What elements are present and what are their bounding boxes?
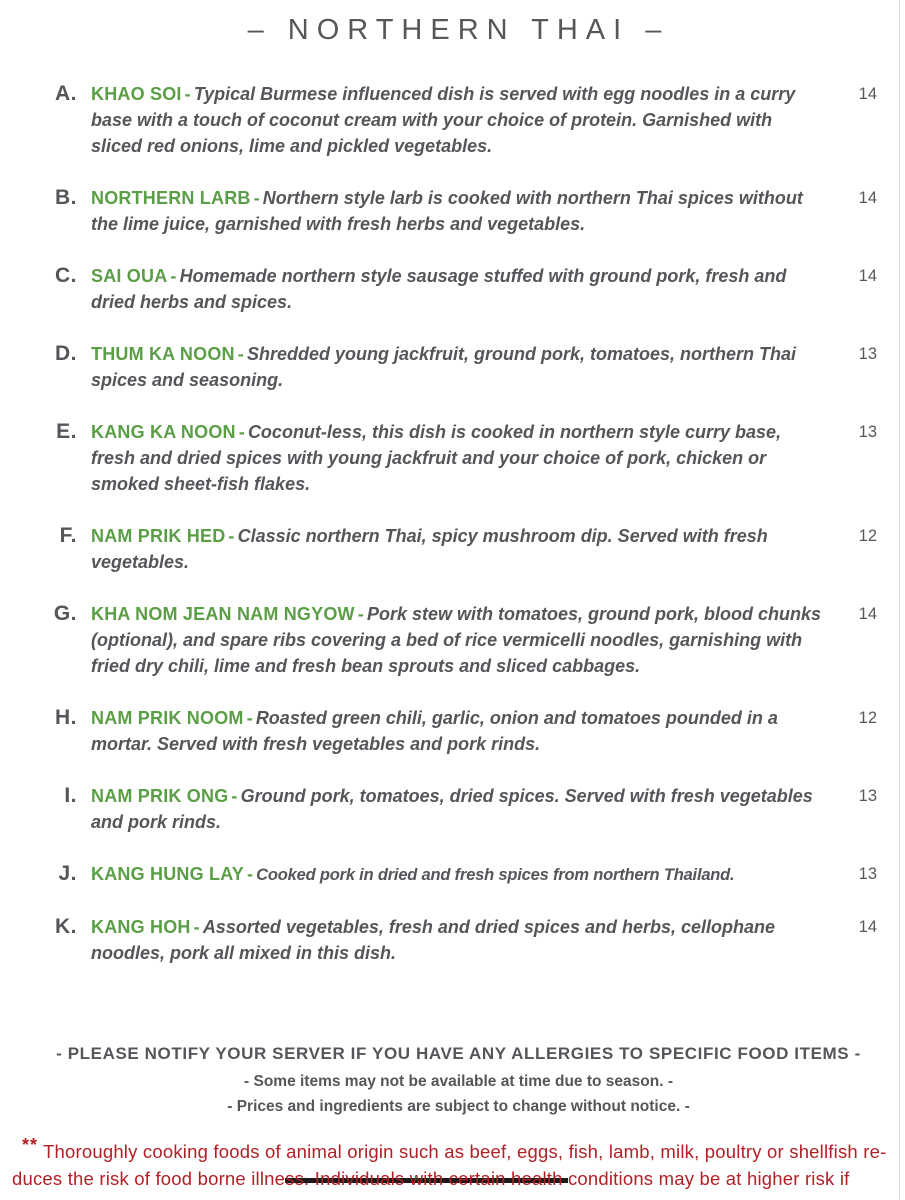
item-letter: H. (55, 706, 77, 729)
item-letter: B. (55, 186, 77, 209)
item-price: 14 (858, 189, 877, 207)
item-text (91, 419, 825, 497)
price-change-notice: - Prices and ingredients are subject to change without notice. - (227, 1098, 690, 1115)
item-name: KANG KA NOON (91, 422, 236, 442)
item-text (91, 601, 825, 679)
menu-item (40, 914, 877, 966)
item-text (91, 185, 825, 237)
menu-item (40, 601, 877, 679)
item-description: Homemade northern style sausage stuffed with ground pork, fresh and dried herbs and spices. (91, 266, 787, 312)
item-name: KANG HOH (91, 917, 191, 937)
menu-item (40, 419, 877, 497)
item-separator: - (246, 708, 253, 728)
page-edge-line (899, 0, 900, 1200)
item-description: Shredded young jackfruit, ground pork, tomatoes, northern Thai spices and seasoning. (91, 344, 796, 390)
item-letter: J. (58, 862, 77, 885)
item-price: 12 (858, 709, 877, 727)
item-letter: E. (56, 420, 77, 443)
item-description: Classic northern Thai, spicy mushroom dip. Served with fresh vegetables. (91, 526, 768, 572)
menu-item (40, 185, 877, 237)
disclaimer-line-1 (12, 1135, 887, 1162)
item-text (91, 783, 825, 835)
item-separator: - (184, 84, 191, 104)
food-safety-disclaimer (12, 1132, 895, 1192)
item-letter: I. (64, 784, 77, 807)
item-separator: - (246, 864, 254, 884)
item-text (91, 705, 825, 757)
item-description: Ground pork, tomatoes, dried spices. Served with fresh vegetables and pork rinds. (91, 786, 813, 832)
item-separator: - (170, 266, 177, 286)
menu-item (40, 705, 877, 757)
item-text (91, 914, 825, 966)
item-letter: A. (55, 82, 77, 105)
item-name: NAM PRIK HED (91, 526, 226, 546)
item-price: 13 (858, 345, 877, 363)
item-separator: - (237, 344, 244, 364)
menu-item (40, 341, 877, 393)
item-letter: F. (59, 524, 77, 547)
item-letter: C. (55, 264, 77, 287)
item-price: 14 (858, 918, 877, 936)
item-description: Northern style larb is cooked with northern Thai spices without the lime juice, garnished with fresh herbs and vegetables. (91, 188, 803, 234)
item-description: Cooked pork in dried and fresh spices from northern Thailand. (256, 866, 735, 884)
disclaimer-text-2b: conditions may be at higher risk if (567, 1168, 850, 1189)
menu-item (40, 861, 877, 888)
struck-out-text: ss. Individuals with certain health (285, 1168, 568, 1189)
item-description: Assorted vegetables, fresh and dried spices and herbs, cellophane noodles, pork all mixed in this dish. (91, 917, 775, 963)
item-name: SAI OUA (91, 266, 168, 286)
item-text (91, 263, 825, 315)
item-description: Roasted green chili, garlic, onion and tomatoes pounded in a mortar. Served with fresh vegetables and pork rinds. (91, 708, 778, 754)
item-letter: K. (55, 915, 77, 938)
item-price: 14 (858, 605, 877, 623)
item-price: 13 (858, 787, 877, 805)
item-separator: - (357, 604, 364, 624)
disclaimer-text-1: Thoroughly cooking foods of animal origin such as beef, eggs, fish, lamb, milk, poultry or shellfish re- (43, 1141, 887, 1162)
menu-item (40, 263, 877, 315)
item-name: NORTHERN LARB (91, 188, 251, 208)
disclaimer-text-2a: duces the risk of food borne illne (12, 1168, 286, 1189)
item-price: 12 (858, 527, 877, 545)
item-name: KHAO SOI (91, 84, 182, 104)
item-description: Typical Burmese influenced dish is served with egg noodles in a curry base with a touch of coconut cream with your choice of protein. Garnished with sliced red onions, lime and pickled vegetables. (91, 84, 796, 156)
item-price: 13 (858, 865, 877, 883)
item-separator: - (238, 422, 245, 442)
menu-item (40, 783, 877, 835)
disclaimer-line-2 (12, 1168, 850, 1189)
item-name: NAM PRIK ONG (91, 786, 229, 806)
menu-item (40, 523, 877, 575)
item-price: 14 (858, 85, 877, 103)
item-price: 14 (858, 267, 877, 285)
item-separator: - (193, 917, 200, 937)
menu-items (40, 81, 877, 966)
item-letter: G. (53, 602, 77, 625)
double-asterisk-marker: ** (22, 1135, 39, 1155)
item-name: NAM PRIK NOOM (91, 708, 244, 728)
item-description: Coconut-less, this dish is cooked in northern style curry base, fresh and dried spices with young jackfruit and your choice of pork, chicken or smoked sheet-fish flakes. (91, 422, 782, 494)
season-notice: - Some items may not be available at time due to season. - (244, 1073, 673, 1090)
item-text (91, 341, 825, 393)
item-name: THUM KA NOON (91, 344, 235, 364)
item-separator: - (231, 786, 238, 806)
item-text (91, 523, 825, 575)
section-title: – NORTHERN THAI – (247, 14, 670, 46)
item-separator: - (253, 188, 260, 208)
item-letter: D. (55, 342, 77, 365)
footer-notices (40, 1044, 877, 1116)
allergy-notice: - PLEASE NOTIFY YOUR SERVER IF YOU HAVE ANY ALLERGIES TO SPECIFIC FOOD ITEMS - (56, 1044, 861, 1063)
item-text (91, 861, 825, 888)
item-name: KHA NOM JEAN NAM NGYOW (91, 604, 355, 624)
item-description: Pork stew with tomatoes, ground pork, blood chunks (optional), and spare ribs covering a bed of rice vermicelli noodles, garnishing with fried dry chili, lime and fresh bean sprouts and sliced cabbages. (91, 604, 821, 676)
menu-item (40, 81, 877, 159)
item-price: 13 (858, 423, 877, 441)
item-separator: - (228, 526, 235, 546)
item-text (91, 81, 825, 159)
item-name: KANG HUNG LAY (91, 864, 244, 884)
